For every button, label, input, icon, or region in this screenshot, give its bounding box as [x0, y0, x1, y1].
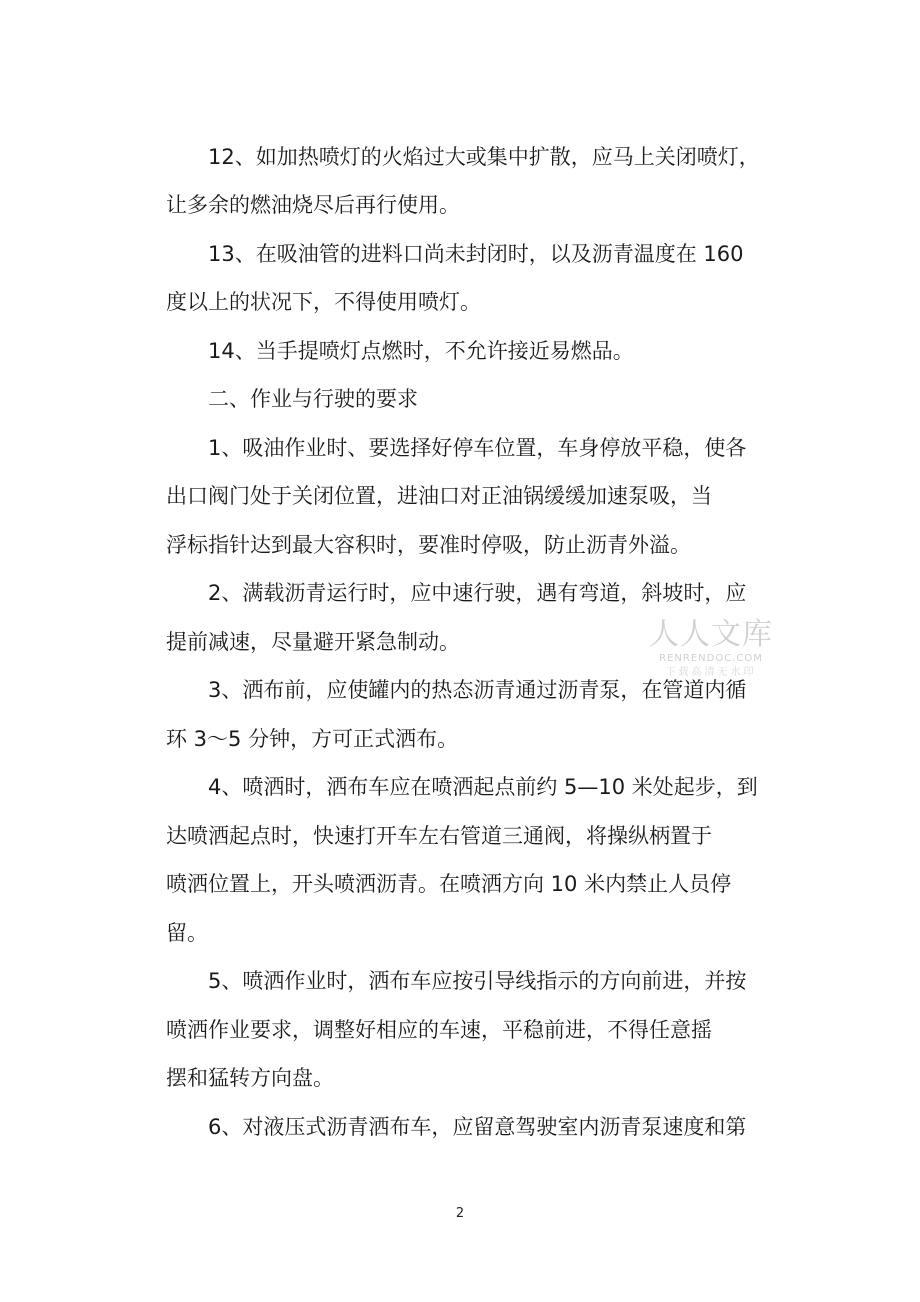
text-line: 13、在吸油管的进料口尚未封闭时，以及沥青温度在 160 [166, 242, 744, 266]
text-line: 让多余的燃油烧尽后再行使用。 [166, 193, 460, 217]
text-line: 浮标指针达到最大容积时，要准时停吸，防止沥青外溢。 [166, 533, 691, 557]
watermark-domain: RENRENDOC.COM [659, 653, 763, 664]
text-line: 2、满载沥青运行时，应中速行驶，遇有弯道，斜坡时，应 [166, 581, 747, 605]
text-line: 喷洒作业要求，调整好相应的车速，平稳前进，不得任意摇 [166, 1018, 712, 1042]
text-line: 5、喷洒作业时，洒布车应按引导线指示的方向前进，并按 [166, 969, 747, 993]
text-line: 出口阀门处于关闭位置，进油口对正油锅缓缓加速泵吸，当 [166, 484, 712, 508]
text-line: 环 3～5 分钟，方可正式洒布。 [166, 727, 459, 751]
text-line: 留。 [166, 921, 208, 945]
watermark-tagline: 下载高清无水印 [665, 667, 757, 678]
text-line: 6、对液压式沥青洒布车，应留意驾驶室内沥青泵速度和第 [166, 1115, 747, 1139]
text-line: 3、洒布前，应使罐内的热态沥青通过沥青泵，在管道内循 [166, 678, 747, 702]
text-line: 12、如加热喷灯的火焰过大或集中扩散，应马上关闭喷灯， [166, 145, 760, 169]
text-line: 1、吸油作业时、要选择好停车位置，车身停放平稳，使各 [166, 436, 747, 460]
section-heading: 二、作业与行驶的要求 [166, 387, 418, 411]
text-line: 提前减速，尽量避开紧急制动。 [166, 630, 460, 654]
text-line: 喷洒位置上，开头喷洒沥青。在喷洒方向 10 米内禁止人员停 [166, 872, 732, 896]
text-line: 摆和猛转方向盘。 [166, 1066, 334, 1090]
text-line: 4、喷洒时，洒布车应在喷洒起点前约 5—10 米处起步，到 [166, 775, 758, 799]
text-line: 达喷洒起点时，快速打开车左右管道三通阀，将操纵柄置于 [166, 824, 712, 848]
text-line: 度以上的状况下，不得使用喷灯。 [166, 290, 481, 314]
text-line: 14、当手提喷灯点燃时，不允许接近易燃品。 [166, 339, 634, 363]
watermark-title: 人人文库 [649, 617, 773, 652]
page-number: 2 [455, 1206, 465, 1221]
